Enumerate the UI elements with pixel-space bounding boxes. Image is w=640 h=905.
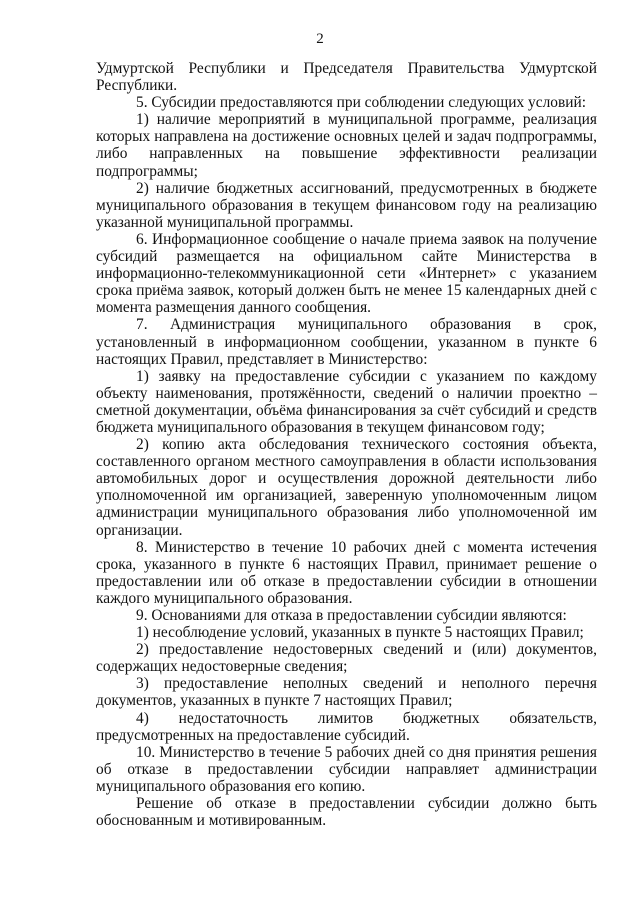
document-body (96, 60, 597, 829)
paragraph-item-5-1: 1) наличие мероприятий в муниципальной программе, реализация которых направлена на достижение основных целей и задач подпрограммы, либо направленных на повышение эффективности реализации подпрограммы; (96, 111, 597, 180)
paragraph-refusal-decision: Решение об отказе в предоставлении субсидии должно быть обоснованным и мотивированным. (96, 795, 597, 830)
paragraph-item-5-2: 2) наличие бюджетных ассигнований, предусмотренных в бюджете муниципального образования в текущем финансовом году на реализацию указанной муниципальной программы. (96, 179, 597, 231)
paragraph-item-10: 10. Министерство в течение 5 рабочих дней со дня принятия решения об отказе в предоставлении субсидии направляет администрации муниципального образования его копию. (96, 743, 597, 795)
paragraph-item-6: 6. Информационное сообщение о начале приема заявок на получение субсидий размещается на официальном сайте Министерства в информационно-телекоммуникационной сети «Интернет» с указанием срока приёма заявок, который должен быть не менее 15 календарных дней с момента размещения данного сообщения. (96, 230, 597, 317)
paragraph-item-9: 9. Основаниями для отказа в предоставлении субсидии являются: (136, 607, 567, 624)
paragraph-item-9-4: 4) недостаточность лимитов бюджетных обязательств, предусмотренных на предоставление субсидий. (96, 709, 597, 744)
paragraph-item-7-1: 1) заявку на предоставление субсидии с указанием по каждому объекту наименования, протяжённости, сведений о наличии проектно – сметной документации, объёма финансирования за счёт субсидий и средств бюджета муниципального образования в текущем финансовом году; (96, 367, 597, 436)
paragraph-continuation: Удмуртской Республики и Председателя Правительства Удмуртской Республики. (96, 60, 597, 95)
paragraph-item-7: 7. Администрация муниципального образования в срок, установленный в информационном сообщении, указанном в пункте 6 настоящих Правил, представляет в Министерство: (96, 316, 597, 368)
paragraph-item-9-3: 3) предоставление неполных сведений и неполного перечня документов, указанных в пункте 7 настоящих Правил; (96, 675, 597, 710)
page-number: 2 (316, 31, 324, 47)
paragraph-item-9-1: 1) несоблюдение условий, указанных в пункте 5 настоящих Правил; (136, 624, 584, 642)
paragraph-item-7-2: 2) копию акта обследования технического состояния объекта, составленного органом местного самоуправления в области использования автомобильных дорог и осуществления дорожной деятельности либо уполномоченной им организацией, заверенную уполномоченным лицом администрации муниципального образования либо уполномоченной им организации. (96, 436, 597, 539)
paragraph-item-5: 5. Субсидии предоставляются при соблюдении следующих условий: (136, 94, 586, 112)
paragraph-item-9-2: 2) предоставление недостоверных сведений и (или) документов, содержащих недостоверные сведения; (96, 641, 597, 676)
paragraph-item-8: 8. Министерство в течение 10 рабочих дней с момента истечения срока, указанного в пункте 6 настоящих Правил, принимает решение о предоставлении или об отказе в предоставлении субсидии в отношении каждого муниципального образования. (96, 538, 597, 607)
